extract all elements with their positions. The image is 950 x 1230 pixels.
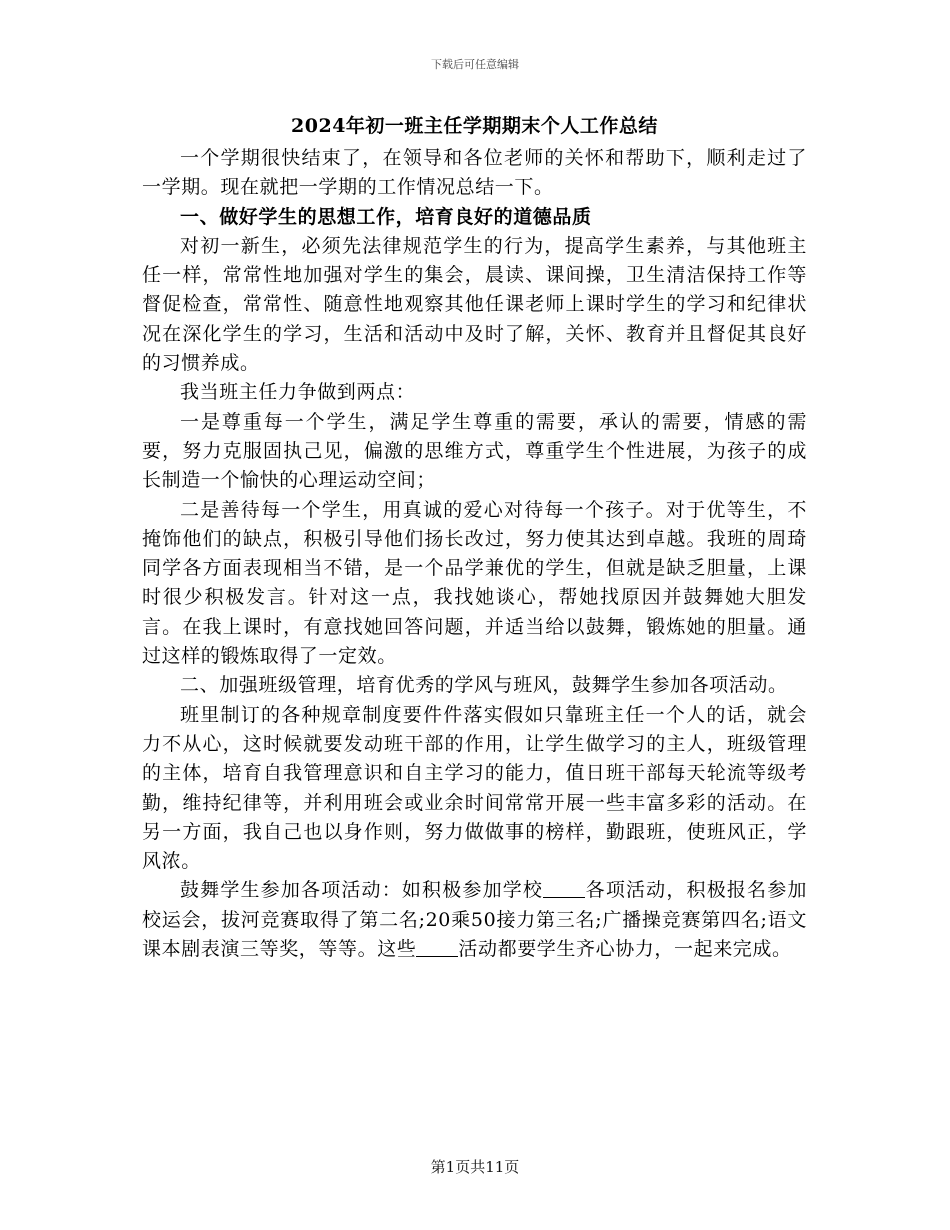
document-title: 2024年初一班主任学期期末个人工作总结: [291, 115, 658, 137]
paragraph-respect-students: 一是尊重每一个学生，满足学生尊重的需要，承认的需要，情感的需要，努力克服固执己见，偏激的思维方式，尊重学生个性进展，为孩子的成长制造一个愉快的心理运动空间；: [142, 410, 807, 492]
blank-underline: [543, 879, 585, 898]
activities-text-part-3: 活动都要学生齐心协力，一起来完成。: [458, 938, 792, 961]
page-number: 第1页共11页: [430, 1158, 520, 1176]
paragraph-treat-students: 二是善待每一个学生，用真诚的爱心对待每一个孩子。对于优等生，不掩饰他们的缺点，积极引导他们扬长改过，努力使其达到卓越。我班的周琦同学各方面表现相当不错，是一个品学兼优的学生，但就是缺乏胆量，上课时很少积极发言。针对这一点，我找她谈心，帮她找原因并鼓舞她大胆发言。在我上课时，有意找她回答问题，并适当给以鼓舞，锻炼她的胆量。通过这样的锻炼取得了一定效。: [142, 498, 807, 668]
document-body: [142, 108, 807, 964]
paragraph-two-points: 我当班主任力争做到两点：: [180, 381, 416, 404]
paragraph-class-management: 班里制订的各种规章制度要件件落实假如只靠班主任一个人的话，就会力不从心，这时候就要发动班干部的作用，让学生做学习的主人，班级管理的主体，培育自我管理意识和自主学习的能力，值日班干部每天轮流等级考勤，维持纪律等，并利用班会或业余时间常常开展一些丰富多彩的活动。在另一方面，我自己也以身作则，努力做做事的榜样，勤跟班，使班风正，学风浓。: [142, 703, 807, 873]
section-heading-1: 一、做好学生的思想工作，培育良好的道德品质: [180, 205, 592, 228]
blank-underline: [416, 938, 458, 957]
section-heading-2: 二、加强班级管理，培育优秀的学风与班风，鼓舞学生参加各项活动。: [180, 674, 788, 697]
paragraph-intro: 一个学期很快结束了，在领导和各位老师的关怀和帮助下，顺利走过了一学期。现在就把一学期的工作情况总结一下。: [142, 147, 807, 199]
header-note: 下载后可任意编辑: [431, 58, 519, 71]
paragraph-activities: [142, 876, 807, 964]
paragraph-moral-education: 对初一新生，必须先法律规范学生的行为，提高学生素养，与其他班主任一样，常常性地加强对学生的集会，晨读、课间操，卫生清洁保持工作等督促检查，常常性、随意性地观察其他任课老师上课时学生的学习和纪律状况在深化学生的学习，生活和活动中及时了解，关怀、教育并且督促其良好的习惯养成。: [142, 234, 807, 375]
activities-text-part-1: 鼓舞学生参加各项活动：如积极参加学校: [180, 879, 544, 902]
activities-text-part-2: 各项活动，积极报名参加校运会，拔河竞赛取得了第二名;20乘50接力第三名;广播操竞赛第四名;语文课本剧表演三等奖，等等。这些: [142, 879, 807, 961]
